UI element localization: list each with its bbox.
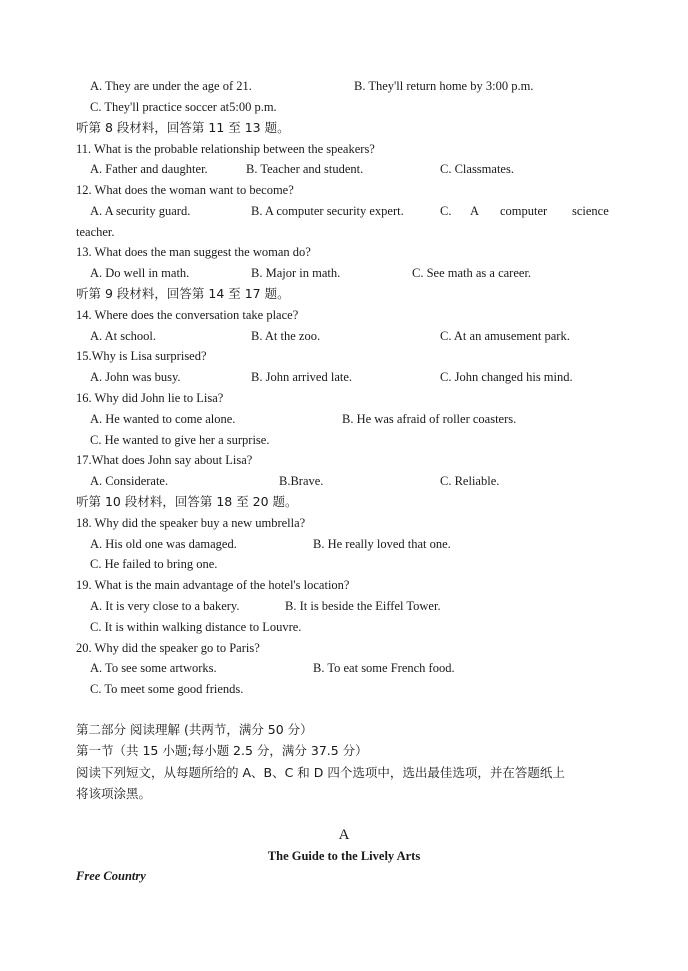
- passage-letter: A: [338, 827, 350, 843]
- q12-option-c-part4: science: [572, 204, 609, 218]
- q17-option-c: C. Reliable.: [440, 474, 500, 488]
- q15-option-c: C. John changed his mind.: [440, 370, 573, 384]
- q12-option-a: A. A security guard.: [90, 204, 191, 218]
- q16-option-a: A. He wanted to come alone.: [90, 412, 236, 426]
- q13-option-b: B. Major in math.: [251, 266, 341, 280]
- passage-title: The Guide to the Lively Arts: [267, 849, 421, 863]
- q11-option-b: B. Teacher and student.: [246, 162, 364, 176]
- q12-option-c-part3: computer: [500, 204, 548, 218]
- question-20: 20. Why did the speaker go to Paris?: [76, 641, 260, 655]
- question-14: 14. Where does the conversation take place?: [76, 308, 299, 322]
- q11-option-a: A. Father and daughter.: [90, 162, 208, 176]
- q13-option-a: A. Do well in math.: [90, 266, 190, 280]
- q15-option-a: A. John was busy.: [90, 370, 181, 384]
- q10-option-a: A. They are under the age of 21.: [90, 79, 252, 93]
- q12-option-c-part1: C.: [440, 204, 452, 218]
- q10-option-c: C. They'll practice soccer at5:00 p.m.: [90, 100, 277, 114]
- q20-option-c: C. To meet some good friends.: [90, 682, 244, 696]
- question-12: 12. What does the woman want to become?: [76, 183, 294, 197]
- section-9-heading: 听第 9 段材料，回答第 14 至 17 题。: [76, 286, 290, 301]
- q16-option-b: B. He was afraid of roller coasters.: [342, 412, 517, 426]
- q12-option-b: B. A computer security expert.: [251, 204, 404, 218]
- q18-option-a: A. His old one was damaged.: [90, 537, 237, 551]
- q19-option-c: C. It is within walking distance to Louvre.: [90, 620, 302, 634]
- q10-option-b: B. They'll return home by 3:00 p.m.: [354, 79, 534, 93]
- q18-option-b: B. He really loved that one.: [313, 537, 451, 551]
- q11-option-c: C. Classmates.: [440, 162, 514, 176]
- question-17: 17.What does John say about Lisa?: [76, 453, 253, 467]
- q12-option-c-continued: teacher.: [76, 225, 115, 239]
- q13-option-c: C. See math as a career.: [412, 266, 532, 280]
- section-8-heading: 听第 8 段材料，回答第 11 至 13 题。: [76, 120, 290, 135]
- instructions-line-1: 阅读下列短文，从每题所给的 A、B、C 和 D 四个选项中，选出最佳选项，并在答题纸上: [76, 765, 565, 780]
- q19-option-a: A. It is very close to a bakery.: [90, 599, 240, 613]
- q19-option-b: B. It is beside the Eiffel Tower.: [285, 599, 441, 613]
- question-18: 18. Why did the speaker buy a new umbrella?: [76, 516, 306, 530]
- q14-option-c: C. At an amusement park.: [440, 329, 570, 343]
- question-16: 16. Why did John lie to Lisa?: [76, 391, 224, 405]
- q14-option-b: B. At the zoo.: [251, 329, 321, 343]
- q14-option-a: A. At school.: [90, 329, 156, 343]
- section-10-heading: 听第 10 段材料，回答第 18 至 20 题。: [76, 494, 298, 509]
- question-15: 15.Why is Lisa surprised?: [76, 349, 207, 363]
- q17-option-b: B.Brave.: [279, 474, 324, 488]
- instructions-line-2: 将该项涂黑。: [76, 786, 152, 801]
- section-1-heading: 第一节（共 15 小题;每小题 2.5 分，满分 37.5 分）: [76, 743, 368, 758]
- question-13: 13. What does the man suggest the woman do?: [76, 245, 311, 259]
- q16-option-c: C. He wanted to give her a surprise.: [90, 433, 270, 447]
- part-2-heading: 第二部分 阅读理解 (共两节，满分 50 分）: [76, 722, 313, 737]
- q15-option-b: B. John arrived late.: [251, 370, 353, 384]
- passage-subheading: Free Country: [76, 869, 146, 883]
- q20-option-a: A. To see some artworks.: [90, 661, 217, 675]
- q20-option-b: B. To eat some French food.: [313, 661, 455, 675]
- question-19: 19. What is the main advantage of the hotel's location?: [76, 578, 350, 592]
- question-11: 11. What is the probable relationship between the speakers?: [76, 142, 375, 156]
- q18-option-c: C. He failed to bring one.: [90, 557, 218, 571]
- q17-option-a: A. Considerate.: [90, 474, 169, 488]
- q12-option-c-part2: A: [470, 204, 480, 218]
